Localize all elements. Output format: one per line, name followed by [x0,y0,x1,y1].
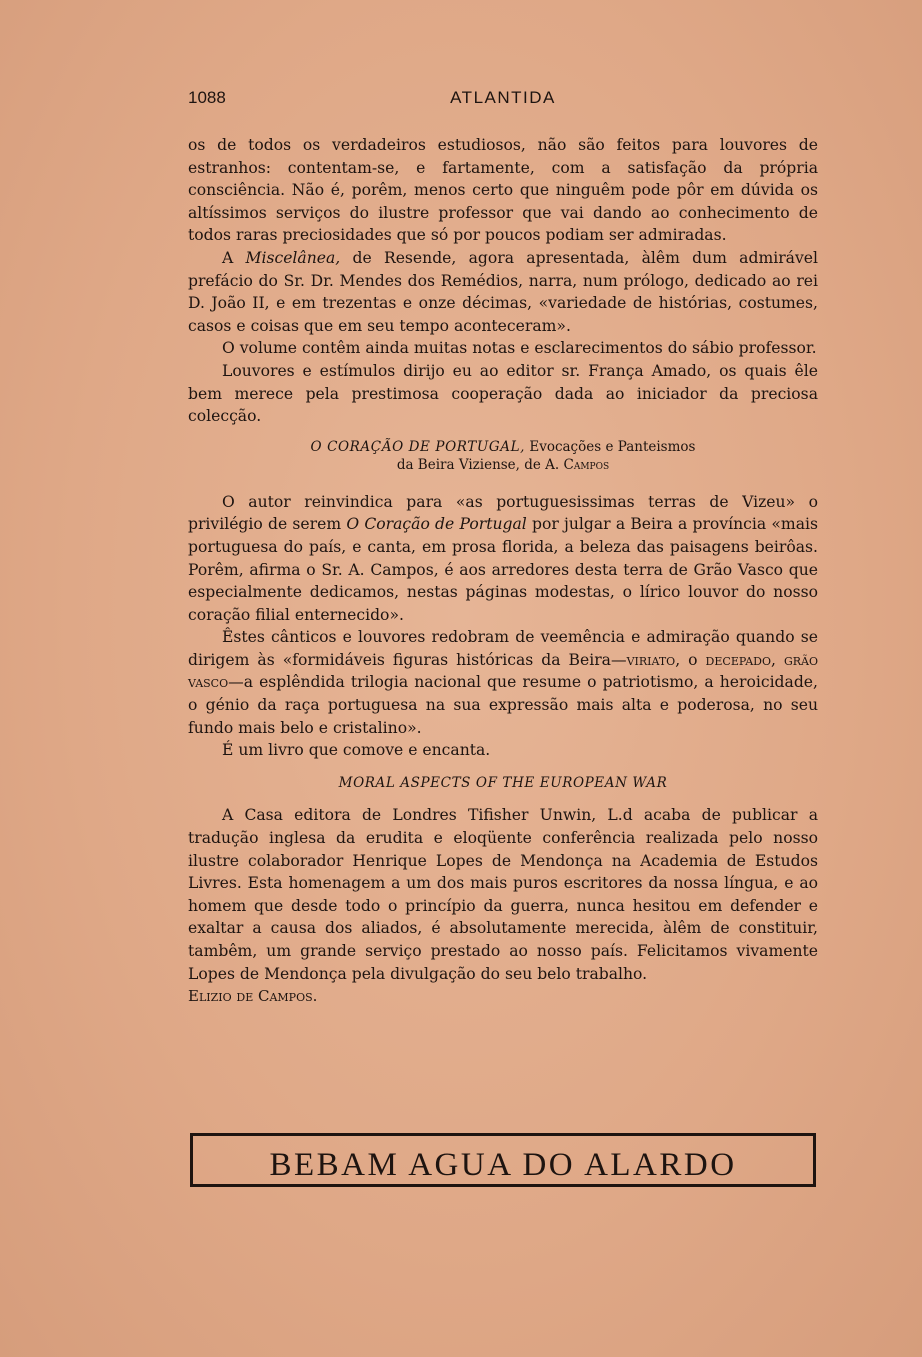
article-paragraph: O volume contêm ainda muitas notas e esclarecimentos do sábio professor. [222,339,817,358]
article-paragraph: os de todos os verdadeiros estudiosos, não são feitos para louvores de estranhos: contentam-se, e fartamente, com a satisfação da própria consciência. Não é, porêm, menos certo que ninguêm pode pôr em dúvida os altíssimos serviços do ilustre professor que vai dando ao conhecimento de todos raras preciosidades que só por poucos podiam ser admiradas. [188,136,818,245]
review-subtitle-line [188,456,818,475]
page-header [188,88,818,112]
review-paragraph [188,491,818,627]
figure-name: viriato [626,650,676,669]
text-run: de Resende, agora apresentada, àlêm dum admirável prefácio do Sr. Dr. Mendes dos Remédios, narra, num prólogo, dedicado ao rei D. João II, e em trezentas e onze décimas, «variedade de histórias, costumes, casos e coisas que em seu tempo aconteceram». [188,248,818,335]
text-run: —a esplêndida trilogia nacional que resume o patriotismo, a heroicidade, o génio da raça portuguesa na sua expressão mais alta e poderosa, no seu fundo mais belo e cristalino». [188,673,818,737]
text-run: , [771,650,784,669]
page-body [188,134,818,1008]
review-heading [188,774,818,793]
article-paragraph: Louvores e estímulos dirijo eu ao editor sr. França Amado, os quais êle bem merece pela prestimosa cooperação dada ao iniciador da preciosa colecção. [188,361,818,426]
review-title: O CORAÇÃO DE PORTUGAL, [310,438,526,455]
review-heading [188,438,818,475]
review-title-rest: Evocações e Panteismos [525,438,696,455]
article-paragraph [188,247,818,337]
advertisement-box [190,1133,816,1187]
running-head: ATLANTIDA [450,88,556,107]
advertisement-text: BEBAM AGUA DO ALARDO [269,1147,737,1183]
text-run: A [222,248,246,267]
review-author: Campos [563,457,610,474]
book-title: O Coração de Portugal [346,515,527,534]
figure-name: decepado [705,650,772,669]
author-signature: Elizio de Campos. [188,987,318,1006]
review-paragraph: A Casa editora de Londres Tifisher Unwin, L.d acaba de publicar a tradução inglesa da erudita e eloqüente conferência realizada pelo nosso ilustre colaborador Henrique Lopes de Mendonça na Academia de Estudos Livres. Esta homenagem a um dos mais puros escritores da nossa língua, e ao homem que desde todo o princípio da guerra, nunca hesitou em defender e exaltar a causa dos aliados, é absolutamente merecida, àlêm de constituir, tambêm, um grande serviço prestado ao nosso país. Felicitamos vivamente Lopes de Mendonça pela divulgação do seu belo trabalho. [188,806,818,983]
review-paragraph [188,626,818,739]
page-number: 1088 [188,88,226,107]
book-title: Miscelânea, [245,248,341,267]
text-run: O autor reinvindica para «as portuguesissimas terras de Vizeu» o privilégio de serem [188,492,818,534]
review-paragraph: É um livro que comove e encanta. [222,741,491,760]
figure-name: grão vasco [188,650,819,692]
text-run: por julgar a Beira a província «mais portuguesa do país, e canta, em prosa florida, a beleza das paisagens beirôas. Porêm, afirma o Sr. A. Campos, é aos arredores desta terra de Grão Vasco que especialmente dedicamos, nestas páginas modestas, o lírico louvor do nosso coração filial enternecido». [188,515,819,624]
review-title-line [188,438,818,457]
text-run: Êstes cânticos e louvores redobram de veemência e admiração quando se dirigem às «formidáveis figuras históricas da Beira— [188,628,818,669]
review-title: MORAL ASPECTS OF THE EUROPEAN WAR [338,774,668,791]
review-subtitle: da Beira Viziense, de A. [396,457,564,474]
text-run: , o [675,650,706,669]
